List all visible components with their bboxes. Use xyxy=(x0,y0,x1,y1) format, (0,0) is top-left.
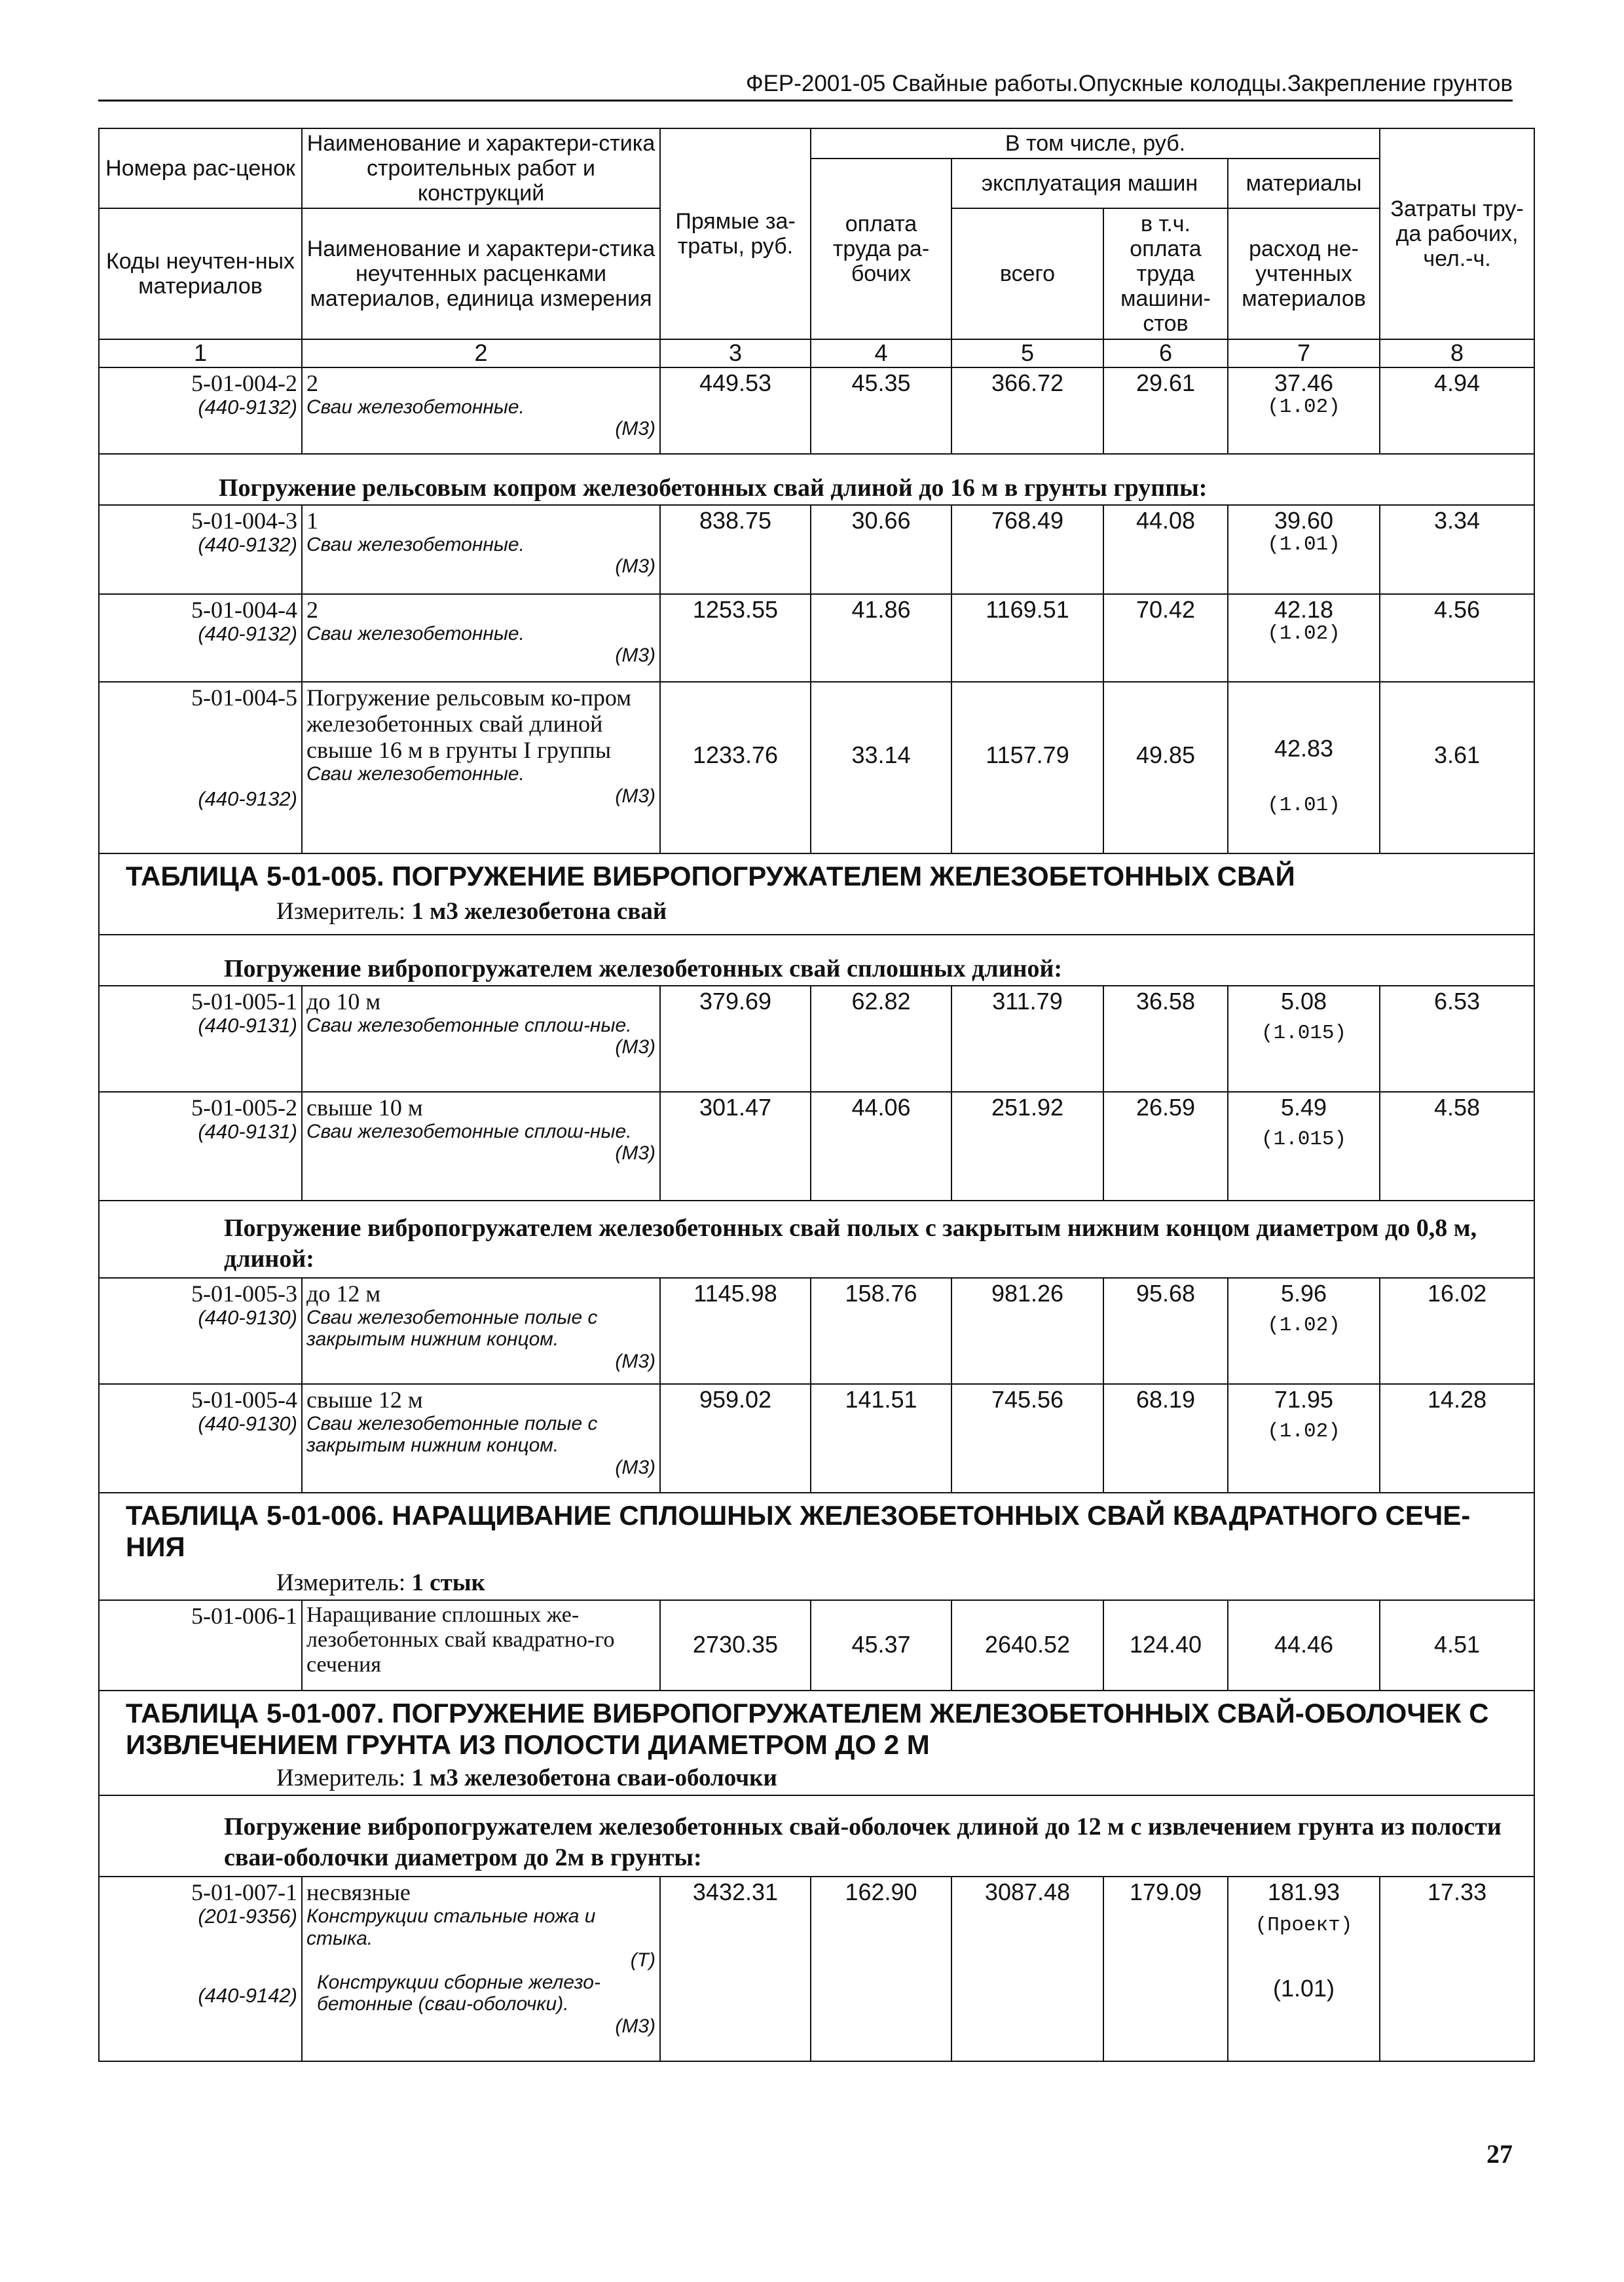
work-name: Наращивание сплошных же-лезобетонных свай квадратно-го сечения xyxy=(306,1602,615,1677)
table-title-005 xyxy=(99,853,1534,935)
material-coefficient: (1.01) xyxy=(1267,794,1340,817)
materials-value: 5.08 xyxy=(1280,987,1327,1015)
material-name: Сваи железобетонные. xyxy=(306,763,525,785)
col-header-materials: материалы xyxy=(1228,159,1380,208)
material-name: Конструкции стальные ножа и стыка. xyxy=(306,1905,596,1949)
col-header-rate-numbers: Номера рас-ценок xyxy=(99,128,302,208)
material-code: (440-9130) xyxy=(198,1305,297,1329)
material-name: Сваи железобетонные сплош-ные. xyxy=(306,1014,632,1036)
header-rule xyxy=(98,100,1513,102)
col-number: 1 xyxy=(99,339,302,367)
direct-costs: 838.75 xyxy=(660,505,811,594)
measurement-unit xyxy=(126,1569,1494,1596)
workers-pay: 41.86 xyxy=(811,594,951,682)
meter-label: Измеритель: xyxy=(276,1569,406,1597)
col-number: 6 xyxy=(1103,339,1228,367)
rate-code: 5-01-005-1 xyxy=(191,988,297,1015)
material-code: (440-9132) xyxy=(198,533,297,556)
labor-costs: 4.51 xyxy=(1380,1600,1534,1691)
running-header: ФЕР-2001-05 Свайные работы.Опускные колодцы.Закрепление грунтов xyxy=(745,71,1513,96)
col-header-mat-name: Наименование и характери-стика неучтенных расценками материалов, единица измерения xyxy=(302,208,660,339)
unit: (М3) xyxy=(615,2015,655,2037)
meter-value: 1 м3 железобетона сваи-оболочки xyxy=(411,1765,777,1792)
machinists-pay: 95.68 xyxy=(1103,1278,1228,1384)
work-name: несвязные xyxy=(306,1879,411,1905)
machines-total: 3087.48 xyxy=(951,1877,1103,2061)
machinists-pay: 68.19 xyxy=(1103,1384,1228,1493)
materials-value: 181.93 xyxy=(1267,1878,1340,1905)
col-header-machines: эксплуатация машин xyxy=(951,159,1228,208)
material-code: (440-9130) xyxy=(198,1412,297,1435)
machines-total: 2640.52 xyxy=(951,1600,1103,1691)
subheading: Погружение рельсовым копром железобетонных свай длиной до 16 м в грунты группы: xyxy=(99,454,1534,505)
material-code: (440-9142) xyxy=(198,1983,297,2007)
rate-code: 5-01-007-1 xyxy=(191,1879,297,1905)
col-header-direct-costs: Прямые за-траты, руб. xyxy=(660,128,811,339)
material-code: (201-9356) xyxy=(198,1904,297,1928)
page-number: 27 xyxy=(1486,2139,1513,2169)
table-row xyxy=(99,1092,1534,1201)
direct-costs: 449.53 xyxy=(660,367,811,454)
machines-total: 768.49 xyxy=(951,505,1103,594)
col-number: 2 xyxy=(302,339,660,367)
machinists-pay: 179.09 xyxy=(1103,1877,1228,2061)
col-number: 7 xyxy=(1228,339,1380,367)
subheading: Погружение вибропогружателем железобетонных свай сплошных длиной: xyxy=(99,935,1534,986)
col-header-mat-codes: Коды неучтен-ных материалов xyxy=(99,208,302,339)
machines-total: 981.26 xyxy=(951,1278,1103,1384)
machines-total: 251.92 xyxy=(951,1092,1103,1201)
labor-costs: 4.94 xyxy=(1380,367,1534,454)
machinists-pay: 70.42 xyxy=(1103,594,1228,682)
table-title-007 xyxy=(99,1691,1534,1795)
material-name: Сваи железобетонные сплош-ные. xyxy=(306,1120,632,1142)
unit: (М3) xyxy=(615,1457,655,1479)
workers-pay: 33.14 xyxy=(811,682,951,853)
col-header-labor: Затраты тру-да рабочих, чел.-ч. xyxy=(1380,128,1534,339)
labor-costs: 16.02 xyxy=(1380,1278,1534,1384)
machinists-pay: 49.85 xyxy=(1103,682,1228,853)
machines-total: 1169.51 xyxy=(951,594,1103,682)
unit: (М3) xyxy=(615,555,655,578)
labor-costs: 3.34 xyxy=(1380,505,1534,594)
machines-total: 1157.79 xyxy=(951,682,1103,853)
work-name: 2 xyxy=(306,596,318,623)
rate-code: 5-01-004-4 xyxy=(191,596,297,623)
direct-costs: 959.02 xyxy=(660,1384,811,1493)
material-coefficient: (1.02) xyxy=(1267,1313,1340,1337)
work-name: до 12 м xyxy=(306,1280,381,1307)
work-name: 2 xyxy=(306,369,318,396)
machinists-pay: 29.61 xyxy=(1103,367,1228,454)
workers-pay: 45.35 xyxy=(811,367,951,454)
machinists-pay: 124.40 xyxy=(1103,1600,1228,1691)
measurement-unit xyxy=(126,1765,1507,1791)
labor-costs: 14.28 xyxy=(1380,1384,1534,1493)
labor-costs: 3.61 xyxy=(1380,682,1534,853)
subheading: Погружение вибропогружателем железобетонных свай полых с закрытым нижним концом диаметром до 0,8 м, длиной: xyxy=(99,1201,1534,1278)
machinists-pay: 44.08 xyxy=(1103,505,1228,594)
col-header-machinists-pay: в т.ч. оплата труда машини-стов xyxy=(1103,208,1228,339)
rate-code: 5-01-006-1 xyxy=(191,1602,297,1629)
table-title: ТАБЛИЦА 5-01-005. ПОГРУЖЕНИЕ ВИБРОПОГРУЖАТЕЛЕМ ЖЕЛЕЗОБЕТОННЫХ СВАЙ xyxy=(126,860,1295,891)
materials-value: 37.46 xyxy=(1274,369,1334,396)
machines-total: 311.79 xyxy=(951,986,1103,1092)
unit: (М3) xyxy=(615,1036,655,1058)
rate-code: 5-01-004-3 xyxy=(191,507,297,534)
col-header-incl: В том числе, руб. xyxy=(811,128,1380,159)
material-name: Конструкции сборные железо-бетонные (сваи-оболочки). xyxy=(317,1971,600,2015)
labor-costs: 4.56 xyxy=(1380,594,1534,682)
direct-costs: 2730.35 xyxy=(660,1600,811,1691)
material-code: (440-9131) xyxy=(198,1013,297,1037)
material-coefficient: (1.02) xyxy=(1267,395,1340,419)
work-name: свыше 10 м xyxy=(306,1094,423,1121)
material-coefficient: (Проект) xyxy=(1255,1913,1353,1937)
unit: (Т) xyxy=(630,1949,655,1972)
material-name: Сваи железобетонные полые с закрытым нижним концом. xyxy=(306,1306,598,1351)
col-header-workers-pay: оплата труда ра-бочих xyxy=(811,159,951,339)
workers-pay: 158.76 xyxy=(811,1278,951,1384)
rate-code: 5-01-004-5 xyxy=(191,684,297,711)
direct-costs: 1253.55 xyxy=(660,594,811,682)
labor-costs: 17.33 xyxy=(1380,1877,1534,2061)
material-name: Сваи железобетонные полые с закрытым нижним концом. xyxy=(306,1412,598,1457)
workers-pay: 30.66 xyxy=(811,505,951,594)
workers-pay: 62.82 xyxy=(811,986,951,1092)
col-number: 8 xyxy=(1380,339,1534,367)
labor-costs: 4.58 xyxy=(1380,1092,1534,1201)
material-name: Сваи железобетонные. xyxy=(306,533,525,555)
table-row xyxy=(99,682,1534,853)
table-title: ТАБЛИЦА 5-01-006. НАРАЩИВАНИЕ СПЛОШНЫХ ЖЕЛЕЗОБЕТОННЫХ СВАЙ КВАДРАТНОГО СЕЧЕ-НИЯ xyxy=(126,1499,1471,1562)
machinists-pay: 36.58 xyxy=(1103,986,1228,1092)
work-name: 1 xyxy=(306,507,318,534)
unit: (М3) xyxy=(615,418,655,440)
direct-costs: 3432.31 xyxy=(660,1877,811,2061)
material-code: (440-9131) xyxy=(198,1119,297,1143)
table-row xyxy=(99,505,1534,594)
machinists-pay: 26.59 xyxy=(1103,1092,1228,1201)
machines-total: 366.72 xyxy=(951,367,1103,454)
machines-total: 745.56 xyxy=(951,1384,1103,1493)
col-header-work-name: Наименование и характери-стика строительных работ и конструкций xyxy=(302,128,660,208)
work-name: свыше 12 м xyxy=(306,1386,423,1413)
meter-label: Измеритель: xyxy=(276,897,406,925)
rate-code: 5-01-005-3 xyxy=(191,1280,297,1307)
table-title: ТАБЛИЦА 5-01-007. ПОГРУЖЕНИЕ ВИБРОПОГРУЖАТЕЛЕМ ЖЕЛЕЗОБЕТОННЫХ СВАЙ-ОБОЛОЧЕК С ИЗВЛЕЧЕНИЕМ ГРУНТА ИЗ ПОЛОСТИ ДИАМЕТРОМ ДО 2 М xyxy=(126,1697,1489,1760)
material-coefficient: (1.01) xyxy=(1267,533,1340,556)
material-code: (440-9132) xyxy=(198,622,297,645)
materials-value: 42.18 xyxy=(1274,595,1334,623)
materials-value: 71.95 xyxy=(1274,1385,1334,1413)
col-header-unaccounted: расход не-учтенных материалов xyxy=(1228,208,1380,339)
material-coefficient: (1.01) xyxy=(1273,1974,1335,2002)
materials-value: 5.49 xyxy=(1280,1093,1327,1121)
table-row xyxy=(99,1877,1534,2061)
meter-value: 1 стык xyxy=(411,1569,485,1597)
price-table xyxy=(98,128,1535,2062)
direct-costs: 301.47 xyxy=(660,1092,811,1201)
meter-label: Измеритель: xyxy=(276,1765,406,1792)
material-code: (440-9132) xyxy=(198,395,297,419)
table-row xyxy=(99,367,1534,454)
workers-pay: 141.51 xyxy=(811,1384,951,1493)
workers-pay: 45.37 xyxy=(811,1600,951,1691)
rate-code: 5-01-005-4 xyxy=(191,1386,297,1413)
materials-value: 5.96 xyxy=(1280,1279,1327,1307)
col-number: 5 xyxy=(951,339,1103,367)
material-coefficient: (1.015) xyxy=(1261,1021,1347,1045)
subheading: Погружение вибропогружателем железобетонных свай-оболочек длиной до 12 м с извлечением грунта из полости сваи-оболочки диаметром до 2м в грунты: xyxy=(99,1795,1534,1877)
col-number: 3 xyxy=(660,339,811,367)
table-row xyxy=(99,986,1534,1092)
workers-pay: 44.06 xyxy=(811,1092,951,1201)
direct-costs: 1145.98 xyxy=(660,1278,811,1384)
unit: (М3) xyxy=(615,785,655,808)
workers-pay: 162.90 xyxy=(811,1877,951,2061)
col-number: 4 xyxy=(811,339,951,367)
material-name: Сваи железобетонные. xyxy=(306,622,525,645)
table-row xyxy=(99,594,1534,682)
unit: (М3) xyxy=(615,645,655,667)
direct-costs: 379.69 xyxy=(660,986,811,1092)
work-name: Погружение рельсовым ко-пром железобетонных свай длиной свыше 16 м в грунты I группы xyxy=(306,684,632,764)
work-name: до 10 м xyxy=(306,988,381,1015)
material-coefficient: (1.02) xyxy=(1267,622,1340,645)
meter-value: 1 м3 железобетона свай xyxy=(411,897,667,925)
material-name: Сваи железобетонные. xyxy=(306,396,525,418)
material-coefficient: (1.015) xyxy=(1261,1127,1347,1151)
col-header-total: всего xyxy=(951,208,1103,339)
rate-code: 5-01-004-2 xyxy=(191,369,297,396)
direct-costs: 1233.76 xyxy=(660,682,811,853)
materials-value: 44.46 xyxy=(1228,1600,1380,1691)
unit: (М3) xyxy=(615,1142,655,1165)
material-code: (440-9132) xyxy=(198,787,297,810)
rate-code: 5-01-005-2 xyxy=(191,1094,297,1121)
measurement-unit xyxy=(126,898,1530,925)
materials-value: 42.83 xyxy=(1274,735,1334,762)
material-coefficient: (1.02) xyxy=(1267,1419,1340,1443)
labor-costs: 6.53 xyxy=(1380,986,1534,1092)
table-row xyxy=(99,1600,1534,1691)
table-row xyxy=(99,1384,1534,1493)
table-title-006 xyxy=(99,1493,1534,1600)
materials-value: 39.60 xyxy=(1274,506,1334,534)
table-row xyxy=(99,1278,1534,1384)
unit: (М3) xyxy=(615,1351,655,1373)
